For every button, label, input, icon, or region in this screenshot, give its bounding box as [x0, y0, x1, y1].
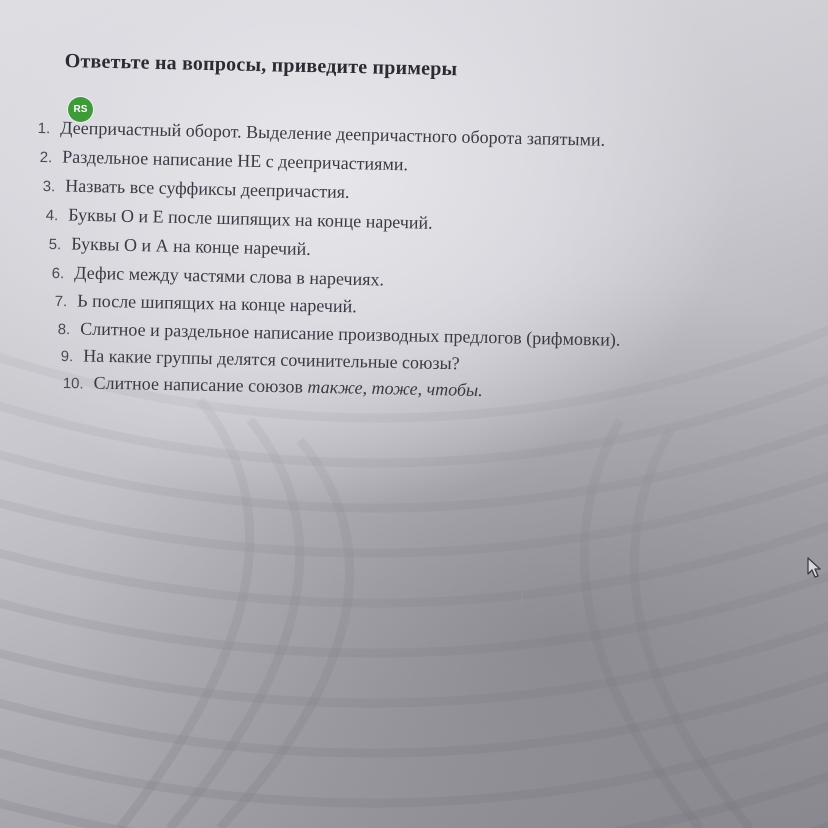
- list-number: 7.: [54, 292, 68, 311]
- list-item: [55, 290, 357, 317]
- list-item: [49, 233, 311, 260]
- list-text: Буквы О и Е после шипящих на конце наречий.: [68, 204, 433, 233]
- list-text: Слитное написание союзов: [93, 372, 308, 397]
- list-item: [46, 204, 433, 234]
- list-text: Дефис между частями слова в наречиях.: [74, 262, 385, 290]
- list-number: 9.: [60, 347, 74, 366]
- page-title: Ответьте на вопросы, приведите примеры: [64, 50, 458, 81]
- list-item: [63, 372, 483, 401]
- list-number: 3.: [42, 177, 56, 196]
- list-item: [61, 345, 460, 374]
- list-item: [40, 146, 409, 175]
- list-text: Раздельное написание НЕ с деепричастиями.: [62, 146, 409, 175]
- mouse-pointer-icon: [806, 557, 822, 579]
- list-number: 10.: [62, 374, 84, 393]
- list-number: 5.: [48, 235, 62, 254]
- list-number: 1.: [37, 119, 51, 138]
- screen-artifact: [521, 592, 523, 606]
- list-number: 6.: [51, 264, 65, 283]
- list-number: 8.: [57, 320, 71, 339]
- avatar-badge[interactable]: RS: [68, 97, 93, 122]
- list-item: [52, 262, 385, 291]
- list-text: Буквы О и А на конце наречий.: [71, 233, 311, 259]
- list-number: 4.: [45, 206, 59, 225]
- list-item: [38, 117, 606, 151]
- list-text-emphasis: также, тоже, чтобы.: [307, 376, 483, 401]
- list-text: Слитное и раздельное написание производных предлогов (рифмовки).: [80, 318, 621, 350]
- list-number: 2.: [39, 148, 53, 167]
- list-text: Деепричастный оборот. Выделение деепричастного оборота запятыми.: [60, 117, 606, 150]
- list-item: [43, 175, 350, 203]
- list-text: Ь после шипящих на конце наречий.: [77, 290, 357, 317]
- list-text: Назвать все суффиксы деепричастия.: [65, 175, 350, 202]
- list-text: На какие группы делятся сочинительные союзы?: [83, 345, 460, 374]
